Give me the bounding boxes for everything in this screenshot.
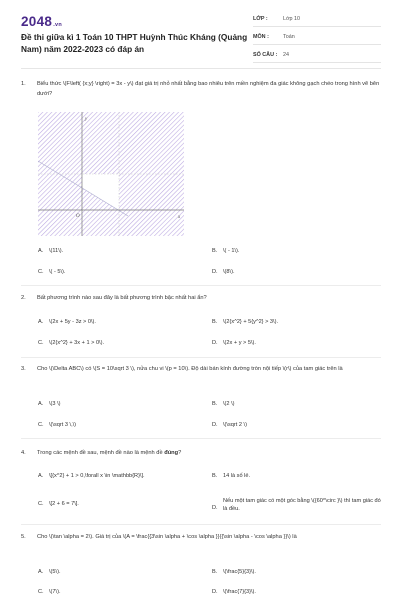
option-label: C. xyxy=(38,340,44,346)
meta-value: Lớp 10 xyxy=(283,16,301,22)
question-3 xyxy=(21,365,383,375)
question-number: 4. xyxy=(21,450,26,456)
option-label: C. xyxy=(38,422,44,428)
inequality-region-figure xyxy=(38,112,184,236)
option-text: \[{x^2} + 1 > 0,\forall x \in \mathbb{R}\]. xyxy=(49,473,145,479)
option-label: C. xyxy=(38,269,44,275)
option-label: D. xyxy=(212,340,218,346)
option-text: \(2{x^2} + 5{y^2} > 3\). xyxy=(223,319,279,325)
question-4 xyxy=(21,449,383,459)
option-label: C. xyxy=(38,501,44,507)
option-text: \(\sqrt 3 \,\) xyxy=(49,422,77,428)
option-text: \[2 + 6 = 7\]. xyxy=(49,501,79,507)
page-title: Đề thi giữa kì 1 Toán 10 THPT Huỳnh Thúc Kháng (Quảng Nam) năm 2022-2023 có đáp án xyxy=(21,32,248,54)
option-text: \(5\). xyxy=(49,569,61,575)
question-5 xyxy=(21,533,383,543)
question-divider xyxy=(21,524,381,525)
option-text: \(8\). xyxy=(223,269,235,275)
option-text: \(7\). xyxy=(49,589,61,595)
question-1 xyxy=(21,80,383,99)
meta-value: 24 xyxy=(283,52,289,58)
page-header xyxy=(0,0,400,62)
option-label: D. xyxy=(212,422,218,428)
option-label: D. xyxy=(212,269,218,275)
meta-row-subject xyxy=(253,30,381,45)
question-divider xyxy=(21,285,381,286)
option-label: A. xyxy=(38,473,44,479)
question-number: 1. xyxy=(21,81,26,87)
option-label: B. xyxy=(212,401,218,407)
question-text: Biểu thức \(F\left( {x;y} \right) = 3x - y\) đạt giá trị nhỏ nhất bằng bao nhiêu trên miền nghiệm đa giác không gạch chéo trong hình vẽ bên dưới? xyxy=(37,81,380,97)
question-text-bold: đúng xyxy=(164,450,179,456)
option-text: \( - 1\). xyxy=(223,248,240,254)
option-label: A. xyxy=(38,569,44,575)
option-label: B. xyxy=(212,473,218,479)
option-label: C. xyxy=(38,589,44,595)
option-text: \(3 \) xyxy=(49,401,61,407)
option-text: \(2 \) xyxy=(223,401,235,407)
option-text: 14 là số lẻ. xyxy=(223,473,251,479)
meta-panel xyxy=(253,12,381,66)
y-axis-label: y xyxy=(85,117,88,122)
origin-label: O xyxy=(76,214,80,219)
logo-text: 2048 xyxy=(21,14,53,29)
question-text-end: ? xyxy=(178,450,182,456)
question-number: 3. xyxy=(21,366,26,372)
option-label: D. xyxy=(212,505,218,511)
meta-label: LỚP : xyxy=(253,16,268,22)
option-text: \(11\). xyxy=(49,248,64,254)
option-text: \( - 5\). xyxy=(49,269,66,275)
option-label: A. xyxy=(38,319,44,325)
meta-label: MÔN : xyxy=(253,34,269,40)
meta-value: Toán xyxy=(283,34,295,40)
meta-label: SỐ CÂU : xyxy=(253,52,278,58)
option-label: B. xyxy=(212,319,218,325)
question-2 xyxy=(21,294,383,304)
question-text-main: Trong các mệnh đề sau, mệnh đề nào là mệnh đề xyxy=(37,450,163,456)
meta-row-class xyxy=(253,12,381,27)
meta-row-count xyxy=(253,48,381,63)
question-divider xyxy=(21,357,381,358)
logo-suffix: .vn xyxy=(53,22,63,28)
option-text: \(\frac{5}{3}\). xyxy=(223,569,256,575)
option-text: Nếu một tam giác có một góc bằng \({60^\circ }\) thì tam giác đó là đều. xyxy=(223,498,381,512)
option-label: B. xyxy=(212,569,218,575)
question-number: 5. xyxy=(21,534,26,540)
question-text xyxy=(37,449,383,459)
option-text: \(2{x^2} + 3x + 1 > 0\). xyxy=(49,340,105,346)
question-divider xyxy=(21,438,381,439)
option-label: D. xyxy=(212,589,218,595)
question-text: Bất phương trình nào sau đây là bất phương trình bậc nhất hai ẩn? xyxy=(37,295,207,301)
header-divider xyxy=(21,68,381,69)
option-label: A. xyxy=(38,401,44,407)
option-text: \(2x + y > 5\). xyxy=(223,340,256,346)
question-text: Cho \(\Delta ABC\) có \(S = 10\sqrt 3 \), nửa chu vi \(p = 10\). Độ dài bán kính đường tròn nội tiếp \(r\) của tam giác trên là xyxy=(37,366,343,372)
option-text: \(2x + 5y - 3z > 0\). xyxy=(49,319,96,325)
site-logo[interactable] xyxy=(21,14,62,29)
question-text: Cho \(\tan \alpha = 2\). Giá trị của \(A = \frac{{3\sin \alpha + \cos \alpha }}{{\sin \alpha - \cos \alpha }}\) là xyxy=(37,534,297,540)
question-number: 2. xyxy=(21,295,26,301)
x-axis-label: x xyxy=(178,215,181,220)
option-label: A. xyxy=(38,248,44,254)
option-label: B. xyxy=(212,248,218,254)
option-text: \(\frac{7}{3}\). xyxy=(223,589,256,595)
option-text: \(\sqrt 2 \) xyxy=(223,422,247,428)
